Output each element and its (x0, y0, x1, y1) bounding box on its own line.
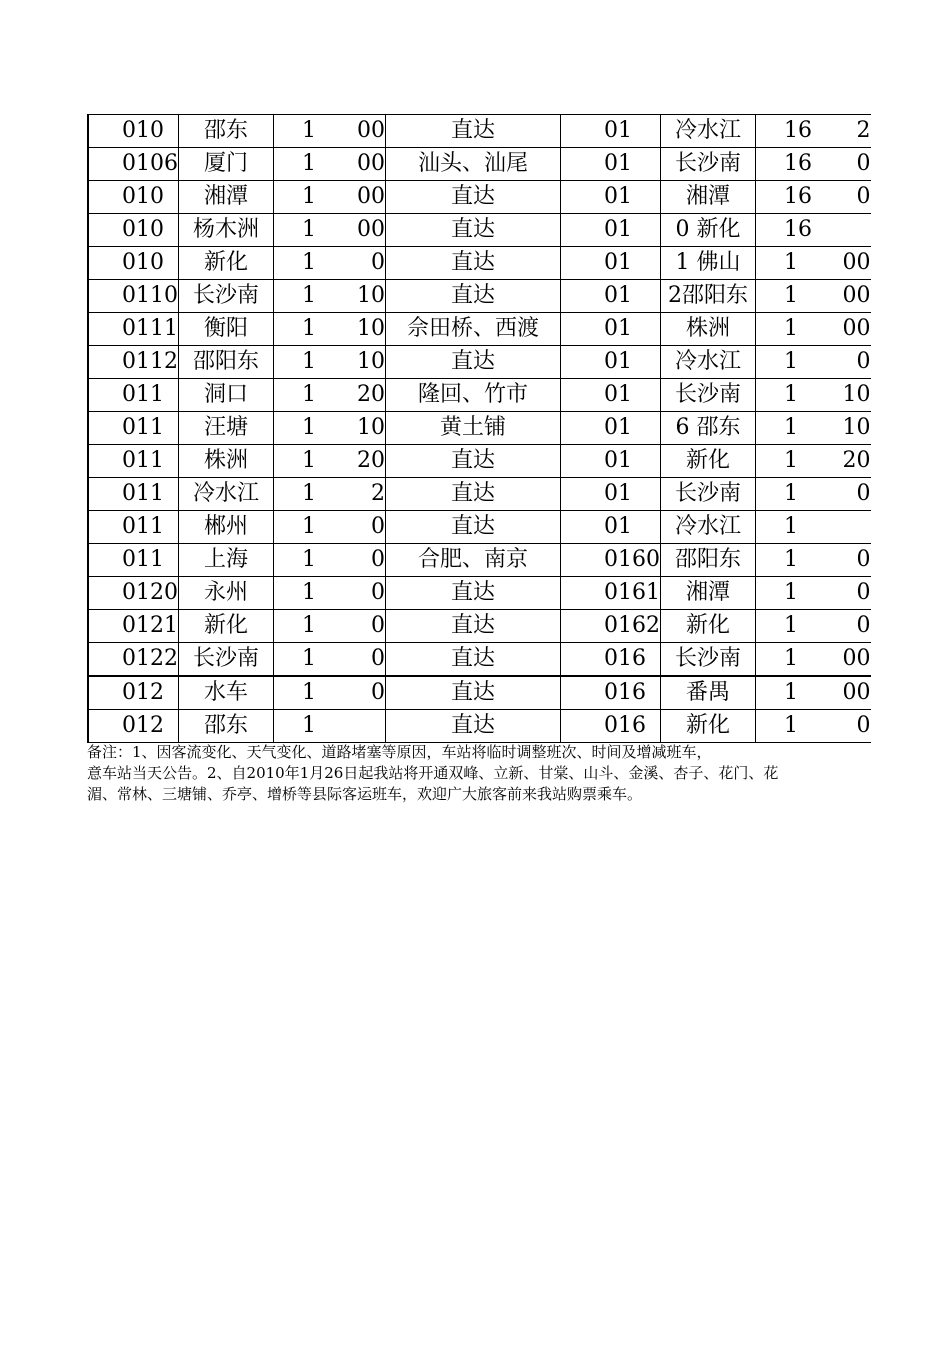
departure-time-cell-2 (756, 478, 871, 511)
destination-cell-2: 湘潭 (661, 181, 756, 214)
route-code-cell: 0122 (88, 643, 179, 677)
table-row (88, 181, 871, 214)
route-code-cell: 011 (88, 445, 179, 478)
route-code-cell: 012 (88, 710, 179, 743)
departure-time-cell-2-minute: 0 (856, 184, 871, 209)
via-route-cell: 直达 (386, 346, 561, 379)
departure-time-cell-hour: 1 (302, 217, 316, 242)
departure-time-cell-2-minute: 0 (856, 713, 871, 738)
schedule-body (88, 115, 871, 743)
destination-cell: 杨木洲 (179, 214, 274, 247)
via-route-cell: 直达 (386, 710, 561, 743)
departure-time-cell-2-hour: 1 (784, 283, 798, 308)
destination-cell: 长沙南 (179, 280, 274, 313)
table-row (88, 115, 871, 148)
departure-time-cell-hour: 1 (302, 481, 316, 506)
destination-cell: 衡阳 (179, 313, 274, 346)
departure-time-cell-minute: 00 (357, 217, 385, 242)
table-row (88, 676, 871, 710)
destination-cell-2: 新化 (661, 445, 756, 478)
departure-time-cell-2-hour: 1 (784, 250, 798, 275)
departure-time-cell-2-hour: 16 (784, 217, 812, 242)
table-row (88, 412, 871, 445)
departure-time-cell-2-minute: 00 (842, 283, 871, 308)
departure-time-cell-2-hour: 1 (784, 580, 798, 605)
departure-time-cell-hour: 1 (302, 713, 316, 738)
departure-time-cell-2-hour: 1 (784, 349, 798, 374)
destination-cell-2: 新化 (661, 610, 756, 643)
table-row (88, 577, 871, 610)
departure-time-cell (274, 214, 386, 247)
route-code-cell: 010 (88, 181, 179, 214)
destination-cell-2: 长沙南 (661, 379, 756, 412)
departure-time-cell-minute: 20 (357, 382, 385, 407)
departure-time-cell-hour: 1 (302, 250, 316, 275)
table-row (88, 280, 871, 313)
via-route-cell: 直达 (386, 610, 561, 643)
departure-time-cell-2 (756, 676, 871, 710)
destination-cell: 厦门 (179, 148, 274, 181)
route-code-cell: 0120 (88, 577, 179, 610)
via-route-cell: 直达 (386, 478, 561, 511)
departure-time-cell (274, 577, 386, 610)
table-row (88, 445, 871, 478)
route-code-cell-2: 01 (561, 412, 661, 445)
departure-time-cell (274, 379, 386, 412)
destination-cell-2: 冷水江 (661, 511, 756, 544)
route-code-cell: 011 (88, 478, 179, 511)
table-row (88, 710, 871, 743)
departure-time-cell-hour: 1 (302, 613, 316, 638)
table-row (88, 148, 871, 181)
departure-time-cell-2 (756, 577, 871, 610)
departure-time-cell (274, 676, 386, 710)
departure-time-cell-hour: 1 (302, 514, 316, 539)
route-code-cell-2: 0160 (561, 544, 661, 577)
route-code-cell-2: 01 (561, 346, 661, 379)
departure-time-cell (274, 148, 386, 181)
notes-line-2: 意车站当天公告。2、自2010年1月26日起我站将开通双峰、立新、甘棠、山斗、金溪、杏子、花门、花 (87, 764, 779, 782)
route-code-cell-2: 01 (561, 478, 661, 511)
departure-time-cell (274, 478, 386, 511)
departure-time-cell-2-minute: 0 (856, 547, 871, 572)
departure-time-cell-minute: 10 (357, 316, 385, 341)
destination-cell-2: 新化 (661, 710, 756, 743)
departure-time-cell (274, 280, 386, 313)
departure-time-cell-2-minute: 00 (842, 646, 871, 671)
route-code-cell: 011 (88, 511, 179, 544)
bus-schedule-table (87, 114, 871, 743)
via-route-cell: 直达 (386, 577, 561, 610)
departure-time-cell-hour: 1 (302, 680, 316, 705)
table-row (88, 610, 871, 643)
departure-time-cell-hour: 1 (302, 415, 316, 440)
departure-time-cell (274, 313, 386, 346)
destination-cell: 株洲 (179, 445, 274, 478)
departure-time-cell-2-hour: 1 (784, 547, 798, 572)
departure-time-cell-minute: 0 (371, 580, 385, 605)
destination-cell-2: 0 新化 (661, 214, 756, 247)
via-route-cell: 直达 (386, 445, 561, 478)
via-route-cell: 隆回、竹市 (386, 379, 561, 412)
departure-time-cell-2-hour: 16 (784, 118, 812, 143)
destination-cell: 邵东 (179, 710, 274, 743)
destination-cell: 郴州 (179, 511, 274, 544)
route-code-cell: 012 (88, 676, 179, 710)
destination-cell: 邵东 (179, 115, 274, 148)
via-route-cell: 直达 (386, 181, 561, 214)
departure-time-cell-2 (756, 148, 871, 181)
destination-cell: 洞口 (179, 379, 274, 412)
departure-time-cell-2 (756, 115, 871, 148)
departure-time-cell-2 (756, 247, 871, 280)
departure-time-cell (274, 544, 386, 577)
route-code-cell-2: 01 (561, 379, 661, 412)
departure-time-cell-2 (756, 280, 871, 313)
departure-time-cell-2 (756, 544, 871, 577)
destination-cell: 上海 (179, 544, 274, 577)
destination-cell: 水车 (179, 676, 274, 710)
departure-time-cell (274, 412, 386, 445)
destination-cell-2: 长沙南 (661, 643, 756, 677)
departure-time-cell-hour: 1 (302, 382, 316, 407)
table-row (88, 247, 871, 280)
via-route-cell: 合肥、南京 (386, 544, 561, 577)
route-code-cell-2: 01 (561, 511, 661, 544)
departure-time-cell-minute: 0 (371, 613, 385, 638)
destination-cell: 长沙南 (179, 643, 274, 677)
departure-time-cell-2 (756, 643, 871, 677)
route-code-cell-2: 016 (561, 710, 661, 743)
destination-cell: 冷水江 (179, 478, 274, 511)
departure-time-cell-2-hour: 1 (784, 713, 798, 738)
departure-time-cell-minute: 20 (357, 448, 385, 473)
route-code-cell: 0106 (88, 148, 179, 181)
notes-section (87, 742, 950, 805)
departure-time-cell-minute: 2 (371, 481, 385, 506)
destination-cell-2: 1 佛山 (661, 247, 756, 280)
destination-cell-2: 番禺 (661, 676, 756, 710)
route-code-cell: 0121 (88, 610, 179, 643)
departure-time-cell-2-minute: 0 (856, 613, 871, 638)
departure-time-cell-hour: 1 (302, 547, 316, 572)
destination-cell: 汪塘 (179, 412, 274, 445)
route-code-cell: 010 (88, 247, 179, 280)
departure-time-cell-2 (756, 214, 871, 247)
route-code-cell-2: 01 (561, 214, 661, 247)
route-code-cell-2: 01 (561, 313, 661, 346)
destination-cell: 新化 (179, 247, 274, 280)
table-row (88, 643, 871, 677)
departure-time-cell-2-hour: 16 (784, 151, 812, 176)
departure-time-cell-2-minute: 0 (856, 580, 871, 605)
route-code-cell-2: 01 (561, 445, 661, 478)
departure-time-cell-2-minute: 2 (856, 118, 871, 143)
departure-time-cell-2-minute: 0 (856, 481, 871, 506)
departure-time-cell-minute: 0 (371, 680, 385, 705)
destination-cell-2: 湘潭 (661, 577, 756, 610)
table-row (88, 379, 871, 412)
departure-time-cell-2-minute: 00 (842, 680, 871, 705)
route-code-cell-2: 01 (561, 280, 661, 313)
departure-time-cell-minute: 0 (371, 547, 385, 572)
departure-time-cell-2 (756, 346, 871, 379)
departure-time-cell-2-minute: 10 (842, 382, 871, 407)
via-route-cell: 佘田桥、西渡 (386, 313, 561, 346)
departure-time-cell-minute: 0 (371, 514, 385, 539)
departure-time-cell-2-minute: 00 (842, 316, 871, 341)
via-route-cell: 直达 (386, 643, 561, 677)
departure-time-cell-2 (756, 445, 871, 478)
departure-time-cell (274, 643, 386, 677)
via-route-cell: 直达 (386, 676, 561, 710)
table-row (88, 478, 871, 511)
route-code-cell: 0112 (88, 346, 179, 379)
route-code-cell: 0111 (88, 313, 179, 346)
route-code-cell-2: 016 (561, 676, 661, 710)
departure-time-cell (274, 115, 386, 148)
departure-time-cell-2 (756, 181, 871, 214)
route-code-cell: 011 (88, 544, 179, 577)
table-row (88, 313, 871, 346)
via-route-cell: 直达 (386, 115, 561, 148)
departure-time-cell-2 (756, 710, 871, 743)
departure-time-cell-minute: 00 (357, 151, 385, 176)
destination-cell: 湘潭 (179, 181, 274, 214)
departure-time-cell-2-hour: 1 (784, 613, 798, 638)
via-route-cell: 直达 (386, 247, 561, 280)
destination-cell-2: 冷水江 (661, 115, 756, 148)
departure-time-cell-minute: 0 (371, 646, 385, 671)
route-code-cell: 011 (88, 379, 179, 412)
notes-line-3: 湄、常林、三塘铺、乔亭、增桥等县际客运班车，欢迎广大旅客前来我站购票乘车。 (87, 785, 643, 803)
departure-time-cell-2-hour: 1 (784, 415, 798, 440)
departure-time-cell (274, 247, 386, 280)
route-code-cell: 011 (88, 412, 179, 445)
departure-time-cell-minute: 10 (357, 415, 385, 440)
departure-time-cell-2-hour: 1 (784, 316, 798, 341)
departure-time-cell-2 (756, 610, 871, 643)
departure-time-cell-minute: 10 (357, 349, 385, 374)
destination-cell-2: 株洲 (661, 313, 756, 346)
via-route-cell: 直达 (386, 214, 561, 247)
destination-cell-2: 长沙南 (661, 148, 756, 181)
destination-cell-2: 2邵阳东 (661, 280, 756, 313)
via-route-cell: 黄土铺 (386, 412, 561, 445)
route-code-cell-2: 01 (561, 148, 661, 181)
departure-time-cell-2 (756, 313, 871, 346)
departure-time-cell-hour: 1 (302, 151, 316, 176)
via-route-cell: 直达 (386, 280, 561, 313)
departure-time-cell-2-hour: 1 (784, 514, 798, 539)
departure-time-cell-2-minute: 0 (856, 349, 871, 374)
departure-time-cell-hour: 1 (302, 580, 316, 605)
table-row (88, 346, 871, 379)
departure-time-cell-2-hour: 1 (784, 680, 798, 705)
destination-cell: 永州 (179, 577, 274, 610)
destination-cell-2: 长沙南 (661, 478, 756, 511)
route-code-cell-2: 01 (561, 247, 661, 280)
departure-time-cell-hour: 1 (302, 283, 316, 308)
departure-time-cell-2-minute: 00 (842, 250, 871, 275)
departure-time-cell-minute: 00 (357, 184, 385, 209)
departure-time-cell-2-minute: 20 (842, 448, 871, 473)
departure-time-cell-hour: 1 (302, 118, 316, 143)
table-row (88, 544, 871, 577)
route-code-cell-2: 016 (561, 643, 661, 677)
departure-time-cell-hour: 1 (302, 316, 316, 341)
departure-time-cell-2-hour: 16 (784, 184, 812, 209)
departure-time-cell-hour: 1 (302, 184, 316, 209)
departure-time-cell-2-hour: 1 (784, 646, 798, 671)
departure-time-cell (274, 346, 386, 379)
departure-time-cell-hour: 1 (302, 646, 316, 671)
departure-time-cell-hour: 1 (302, 448, 316, 473)
via-route-cell: 直达 (386, 511, 561, 544)
departure-time-cell (274, 445, 386, 478)
table-row (88, 511, 871, 544)
departure-time-cell-2-hour: 1 (784, 382, 798, 407)
via-route-cell: 汕头、汕尾 (386, 148, 561, 181)
departure-time-cell (274, 610, 386, 643)
departure-time-cell-2 (756, 511, 871, 544)
departure-time-cell-2-minute: 0 (856, 151, 871, 176)
route-code-cell-2: 01 (561, 115, 661, 148)
route-code-cell-2: 0161 (561, 577, 661, 610)
departure-time-cell (274, 710, 386, 743)
departure-time-cell-minute: 0 (371, 250, 385, 275)
departure-time-cell (274, 511, 386, 544)
departure-time-cell-minute: 10 (357, 283, 385, 308)
departure-time-cell-hour: 1 (302, 349, 316, 374)
route-code-cell: 010 (88, 214, 179, 247)
departure-time-cell-2-minute: 10 (842, 415, 871, 440)
destination-cell-2: 冷水江 (661, 346, 756, 379)
route-code-cell: 010 (88, 115, 179, 148)
destination-cell-2: 6 邵东 (661, 412, 756, 445)
destination-cell-2: 邵阳东 (661, 544, 756, 577)
destination-cell: 新化 (179, 610, 274, 643)
table-row (88, 214, 871, 247)
departure-time-cell-2 (756, 379, 871, 412)
destination-cell: 邵阳东 (179, 346, 274, 379)
departure-time-cell-minute: 00 (357, 118, 385, 143)
departure-time-cell-2 (756, 412, 871, 445)
route-code-cell: 0110 (88, 280, 179, 313)
route-code-cell-2: 0162 (561, 610, 661, 643)
route-code-cell-2: 01 (561, 181, 661, 214)
departure-time-cell (274, 181, 386, 214)
departure-time-cell-2-hour: 1 (784, 481, 798, 506)
notes-line-1: 备注：1、因客流变化、天气变化、道路堵塞等原因，车站将临时调整班次、时间及增减班车， (87, 743, 712, 761)
departure-time-cell-2-hour: 1 (784, 448, 798, 473)
